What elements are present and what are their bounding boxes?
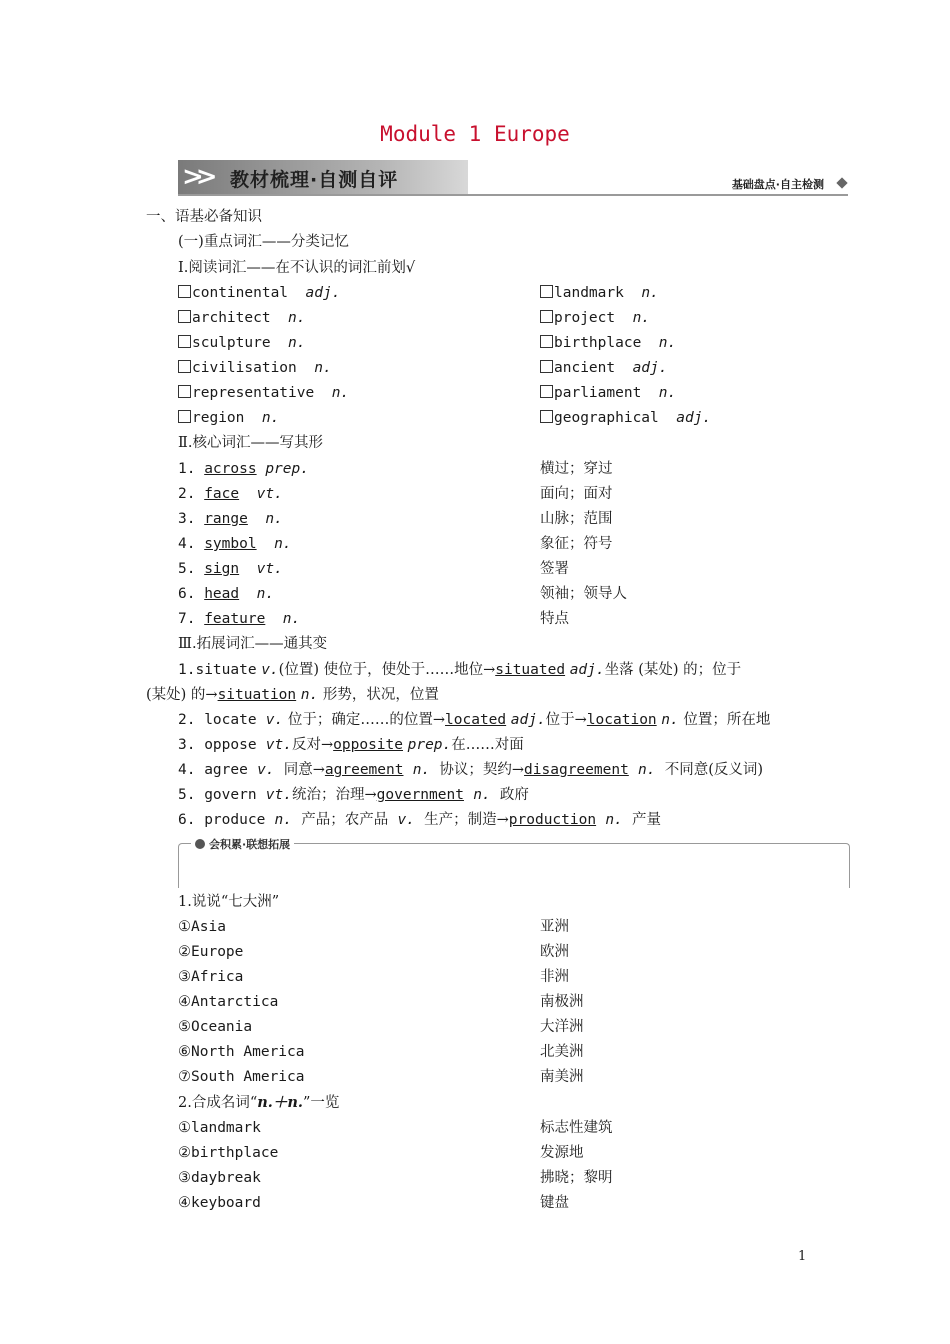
continent-en: ⑦South America xyxy=(178,1069,305,1085)
reading-word: ancient adj. xyxy=(540,358,668,378)
reading-word: geographical adj. xyxy=(540,408,711,428)
continent-zh: 非洲 xyxy=(540,969,569,985)
extension-item: 5. govern vt.统治；治理→government n. 政府 xyxy=(178,787,529,803)
compound-en: ②birthplace xyxy=(178,1145,279,1161)
reading-word: sculpture n. xyxy=(178,333,306,353)
checkbox-icon[interactable] xyxy=(178,335,191,348)
part-heading: Ⅲ.拓展词汇——通其变 xyxy=(178,636,328,652)
list-title: 2.合成名词“n.＋n.”一览 xyxy=(178,1094,340,1111)
reading-word: continental adj. xyxy=(178,283,340,303)
checkbox-icon[interactable] xyxy=(178,410,191,423)
page-number: 1 xyxy=(798,1249,807,1264)
core-meaning: 签署 xyxy=(540,561,569,577)
extension-item: 3. oppose vt.反对→opposite prep.在……对面 xyxy=(178,737,524,753)
continent-en: ⑥North America xyxy=(178,1044,305,1060)
extension-item: 2. locate v. 位于；确定……的位置→located adj.位于→location n. 位置；所在地 xyxy=(178,712,771,728)
compound-zh: 拂晓；黎明 xyxy=(540,1170,613,1186)
checkbox-icon[interactable] xyxy=(540,310,553,323)
continent-en: ④Antarctica xyxy=(178,994,279,1010)
part-heading: Ⅱ.核心词汇——写其形 xyxy=(178,435,323,451)
reading-word: landmark n. xyxy=(540,283,659,303)
continent-zh: 欧洲 xyxy=(540,944,569,960)
checkbox-icon[interactable] xyxy=(540,285,553,298)
continent-zh: 南极洲 xyxy=(540,994,584,1010)
extension-item: 1.situate v.(位置) 使位于，使处于……地位→situated adj.坐落 (某处) 的；位于 xyxy=(178,662,742,678)
continent-en: ②Europe xyxy=(178,944,244,960)
reading-word: architect n. xyxy=(178,308,306,328)
checkbox-icon[interactable] xyxy=(178,285,191,298)
core-word: 7. feature n. xyxy=(178,611,301,627)
compound-en: ③daybreak xyxy=(178,1170,261,1186)
extension-item-cont: (某处) 的→situation n. 形势，状况，位置 xyxy=(146,687,439,703)
core-meaning: 特点 xyxy=(540,611,569,627)
checkbox-icon[interactable] xyxy=(540,335,553,348)
extension-item: 6. produce n. 产品；农产品 v. 生产；制造→production n. 产量 xyxy=(178,812,661,828)
continent-en: ①Asia xyxy=(178,919,226,935)
section-heading: 一、语基必备知识 xyxy=(146,209,262,225)
page-title: Module 1 Europe xyxy=(380,122,570,146)
checkbox-icon[interactable] xyxy=(178,310,191,323)
core-word: 6. head n. xyxy=(178,586,275,602)
reading-word: region n. xyxy=(178,408,279,428)
list-title: 1.说说“七大洲” xyxy=(178,894,280,910)
checkbox-icon[interactable] xyxy=(178,385,191,398)
checkbox-icon[interactable] xyxy=(540,385,553,398)
checkbox-icon[interactable] xyxy=(540,410,553,423)
core-meaning: 象征；符号 xyxy=(540,536,613,552)
core-meaning: 横过；穿过 xyxy=(540,461,613,477)
banner-subtitle: 基础盘点·自主检测 xyxy=(731,178,824,191)
core-word: 4. symbol n. xyxy=(178,536,292,552)
accumulation-box xyxy=(178,838,850,888)
core-word: 5. sign vt. xyxy=(178,561,283,577)
reading-word: representative n. xyxy=(178,383,349,403)
reading-word: project n. xyxy=(540,308,650,328)
part-heading: Ⅰ.阅读词汇——在不认识的词汇前划√ xyxy=(178,260,416,276)
core-meaning: 面向；面对 xyxy=(540,486,613,502)
continent-zh: 大洋洲 xyxy=(540,1019,584,1035)
reading-word: civilisation n. xyxy=(178,358,332,378)
extension-item: 4. agree v. 同意→agreement n. 协议；契约→disagreement n. 不同意(反义词) xyxy=(178,762,764,778)
compound-en: ①landmark xyxy=(178,1120,261,1136)
compound-zh: 键盘 xyxy=(540,1195,569,1211)
core-word: 1. across prep. xyxy=(178,461,309,477)
compound-zh: 标志性建筑 xyxy=(540,1120,613,1136)
compound-zh: 发源地 xyxy=(540,1145,584,1161)
continent-zh: 亚洲 xyxy=(540,919,569,935)
core-word: 2. face vt. xyxy=(178,486,283,502)
section-banner xyxy=(178,160,848,196)
continent-zh: 北美洲 xyxy=(540,1044,584,1060)
diamond-icon xyxy=(836,177,847,188)
core-meaning: 山脉；范围 xyxy=(540,511,613,527)
continent-en: ③Africa xyxy=(178,969,244,985)
core-word: 3. range n. xyxy=(178,511,283,527)
compound-en: ④keyboard xyxy=(178,1195,261,1211)
continent-zh: 南美洲 xyxy=(540,1069,584,1085)
chevron-icon: >> xyxy=(182,162,210,192)
reading-word: parliament n. xyxy=(540,383,676,403)
banner-title: 教材梳理·自测自评 xyxy=(230,169,399,191)
checkbox-icon[interactable] xyxy=(540,360,553,373)
banner-divider xyxy=(178,194,848,196)
bulb-icon xyxy=(195,839,205,849)
reading-word: birthplace n. xyxy=(540,333,676,353)
core-meaning: 领袖；领导人 xyxy=(540,586,627,602)
subsection-heading: (一)重点词汇——分类记忆 xyxy=(178,234,349,250)
checkbox-icon[interactable] xyxy=(178,360,191,373)
continent-en: ⑤Oceania xyxy=(178,1019,253,1035)
box-label: 会积累·联想拓展 xyxy=(191,836,294,852)
